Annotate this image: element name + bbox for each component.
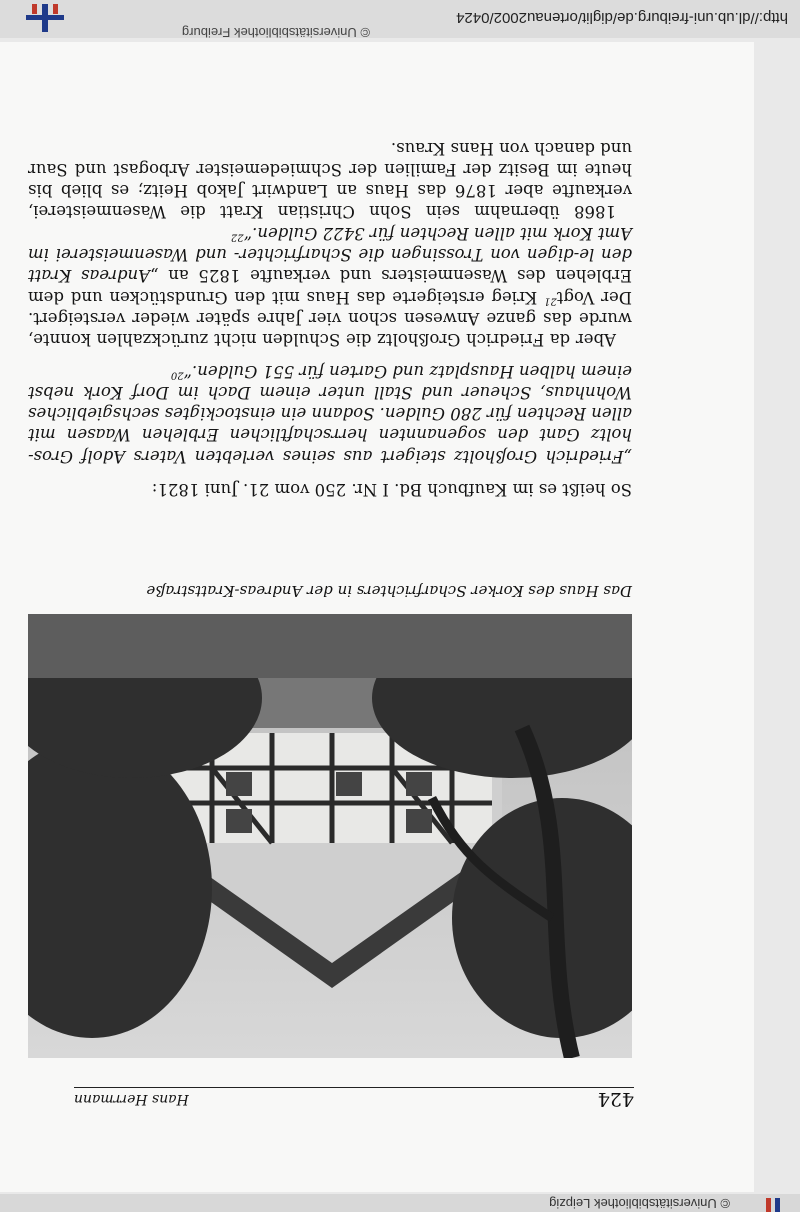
library-logo-icon <box>740 1198 780 1212</box>
quote-text: „Friedrich Großholtz steigert aus seines verlebten Vaters Adolf Gros-holtz Gant den sogenannten herrschaftlichen Erblehen Waasen mit allen Rechten für 280 Gulden. Sodann ein einstockigtes sechsgiebliches Wohnhaus, Scheuer und Stall unter einem Dach im Dorf Kork nebst einem halben Hausplatz und Garten für 551 Gulden.“ <box>28 361 632 466</box>
para2-text: Aber da Friedrich Großholtz die Schulden nicht zurückzahlen konnte, wurde das ganze Anwesen schon vier Jahre später wieder versteigert. Der Vogt <box>28 287 632 350</box>
running-author: Hans Herrmann <box>74 1091 189 1107</box>
para2-italic: Andreas Kratt den le-digen von Trossingen die Scharfrichter- und Wasenmeisterei im Amt Kork mit allen Rechten für 3422 Gulden.“ <box>28 223 632 286</box>
paragraph-quote <box>28 360 632 466</box>
page-header <box>74 1087 634 1110</box>
footnote-ref: 22 <box>230 231 244 243</box>
body-text <box>28 137 632 500</box>
footnote-ref: 20 <box>170 369 184 381</box>
paragraph-second <box>28 222 632 350</box>
document-page <box>0 42 754 1192</box>
top-credit-text: © Universitätsbibliothek Leipzig <box>549 1196 730 1211</box>
bottom-credit-text: © Universitätsbibliothek Freiburg <box>181 25 370 40</box>
footnote-ref: 21 <box>544 295 557 307</box>
university-logo-icon <box>24 2 64 32</box>
url-bar <box>0 0 800 38</box>
paragraph-intro: So heißt es im Kaufbuch Bd. I Nr. 250 vom 21. Juni 1821: <box>151 480 632 499</box>
para2-rest: Krieg ersteigerte das Haus mit den Grundstücken und dem Erblehen des Wasenmeisters und verkaufte 1825 an „ <box>28 266 632 307</box>
figure-caption: Das Haus des Korker Scharfrichters in der Andreas-Krattstraße <box>146 582 632 600</box>
house-photo <box>28 614 632 1058</box>
paragraph-third: 1868 übernahm sein Sohn Christian Kratt die Wasenmeisterei, verkaufte aber 1876 das Haus an Landwirt Jakob Heitz; es blieb bis heute im Besitz der Familien der Schmiedemeister Arbogast und Saur und danach von Hans Kraus. <box>28 138 632 222</box>
page-url[interactable]: http://dl.ub.uni-freiburg.de/diglit/ortenau2002/0424 <box>456 9 788 26</box>
top-credit-bar <box>0 1194 800 1212</box>
page-number: 424 <box>597 1088 634 1110</box>
